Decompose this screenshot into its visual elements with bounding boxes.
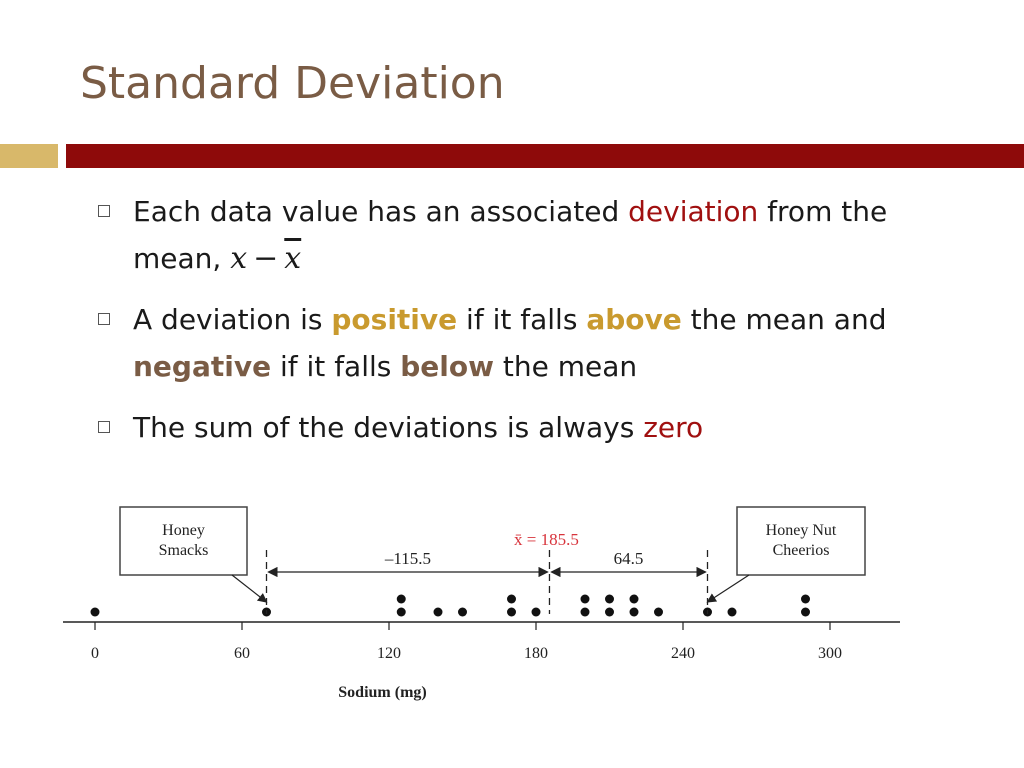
dot-plot-chart	[0, 490, 1024, 720]
data-point	[397, 595, 406, 604]
square-bullet-icon	[98, 313, 110, 325]
math-formula	[230, 241, 301, 276]
data-point	[397, 608, 406, 617]
slide-title: Standard Deviation	[80, 58, 505, 109]
bullet-text: if it falls	[271, 350, 401, 383]
mean-label: x̄ = 185.5	[514, 530, 579, 549]
callout-label: Honey	[162, 522, 205, 539]
bullet-list	[98, 188, 978, 465]
x-tick-label: 120	[377, 645, 401, 662]
highlight-zero: zero	[643, 411, 704, 444]
highlight-below: below	[400, 350, 494, 383]
highlight-negative: negative	[133, 350, 272, 383]
highlight-deviation: deviation	[628, 195, 759, 228]
data-point	[801, 608, 810, 617]
data-point	[801, 595, 810, 604]
x-tick-label: 0	[91, 645, 99, 662]
x-axis-label: Sodium (mg)	[338, 684, 427, 701]
x-tick-label: 60	[234, 645, 250, 662]
deviation-label: –115.5	[384, 549, 432, 568]
x-tick-label: 240	[671, 645, 695, 662]
highlight-positive: positive	[331, 303, 458, 336]
data-point	[434, 608, 443, 617]
data-point	[581, 608, 590, 617]
callout-pointer	[232, 575, 267, 602]
bullet-text: A deviation is	[133, 303, 332, 336]
data-point	[507, 608, 516, 617]
bullet-text: if it falls	[457, 303, 587, 336]
x-tick-label: 180	[524, 645, 548, 662]
data-point	[91, 608, 100, 617]
bullet-text: The sum of the deviations is always	[133, 411, 644, 444]
bullet-text: Each data value has an associated	[133, 195, 629, 228]
data-point	[728, 608, 737, 617]
math-minus: −	[253, 241, 279, 276]
callout-pointer	[708, 575, 750, 602]
math-xbar: $\overline{x}$	[284, 241, 302, 276]
data-point	[654, 608, 663, 617]
data-point	[532, 608, 541, 617]
data-point	[458, 608, 467, 617]
bullet-text: the mean	[494, 350, 638, 383]
data-point	[630, 608, 639, 617]
data-point	[581, 595, 590, 604]
data-point	[605, 608, 614, 617]
bullet-text: from the mean,	[133, 195, 888, 275]
data-point	[605, 595, 614, 604]
bullet-text: the mean and	[681, 303, 887, 336]
highlight-above: above	[586, 303, 682, 336]
deviation-label: 64.5	[613, 549, 644, 568]
callout-box	[737, 507, 865, 575]
callout-label: Cheerios	[772, 542, 830, 559]
data-point	[630, 595, 639, 604]
callout-label: Smacks	[158, 542, 209, 559]
square-bullet-icon	[98, 205, 110, 217]
bullet-item	[98, 188, 978, 282]
callout-label: Honey Nut	[765, 522, 837, 539]
bullet-item	[98, 404, 978, 451]
accent-bar-gold	[0, 144, 58, 168]
callout-box	[120, 507, 247, 575]
square-bullet-icon	[98, 421, 110, 433]
accent-bar-red	[66, 144, 1024, 168]
math-x: x	[230, 241, 248, 276]
x-tick-label: 300	[818, 645, 842, 662]
bullet-item	[98, 296, 978, 390]
data-point	[507, 595, 516, 604]
